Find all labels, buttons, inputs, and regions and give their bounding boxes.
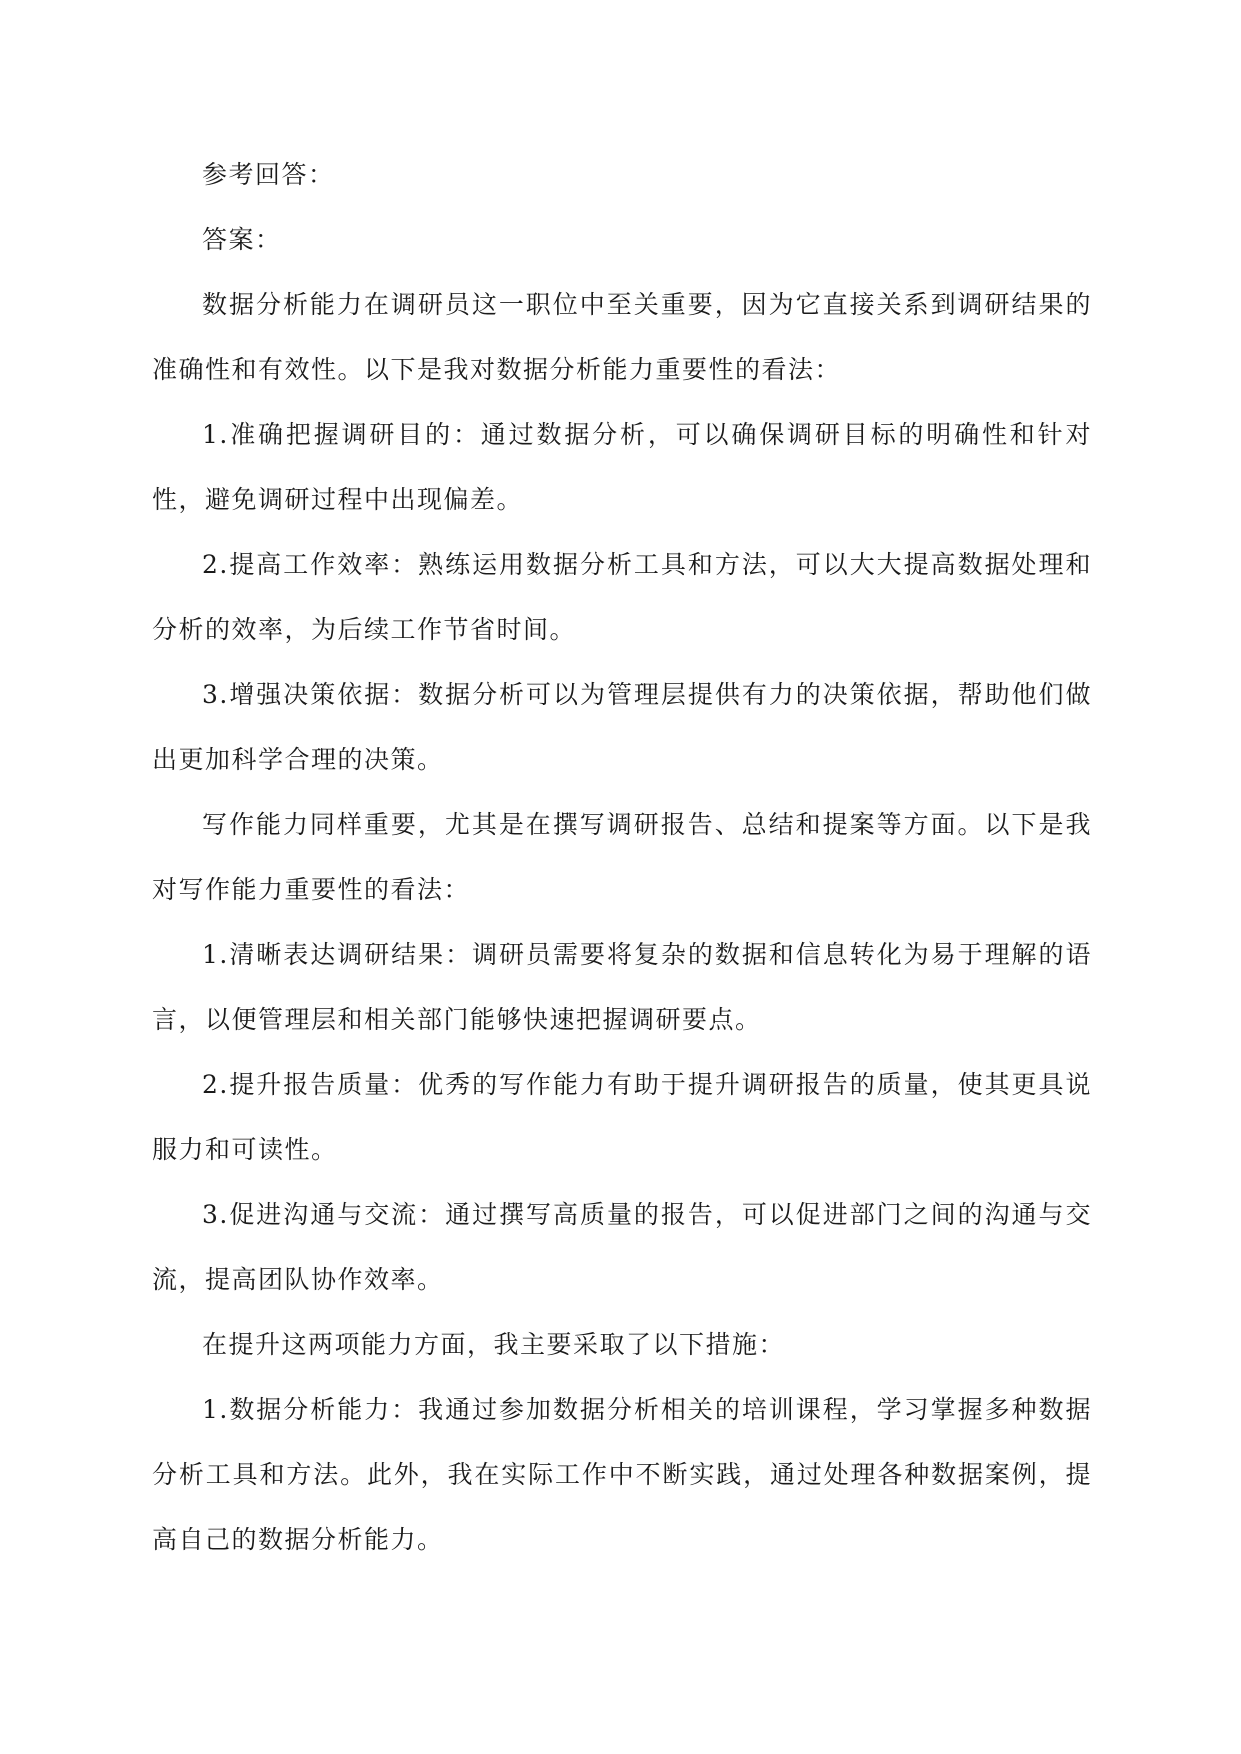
document-body — [152, 142, 1092, 1572]
answer-label: 答案： — [202, 225, 282, 254]
data-analysis-intro-paragraph: 数据分析能力在调研员这一职位中至关重要，因为它直接关系到调研结果的准确性和有效性。以下是我对数据分析能力重要性的看法： — [152, 290, 1092, 384]
writing-point-3: 3.促进沟通与交流：通过撰写高质量的报告，可以促进部门之间的沟通与交流，提高团队协作效率。 — [152, 1200, 1092, 1294]
data-analysis-point-2: 2.提高工作效率：熟练运用数据分析工具和方法，可以大大提高数据处理和分析的效率，为后续工作节省时间。 — [152, 550, 1092, 644]
reference-answer-label: 参考回答： — [202, 160, 335, 189]
writing-point-1: 1.清晰表达调研结果：调研员需要将复杂的数据和信息转化为易于理解的语言，以便管理层和相关部门能够快速把握调研要点。 — [152, 940, 1092, 1034]
writing-intro-paragraph: 写作能力同样重要，尤其是在撰写调研报告、总结和提案等方面。以下是我对写作能力重要性的看法： — [152, 810, 1092, 904]
improvement-intro-paragraph: 在提升这两项能力方面，我主要采取了以下措施： — [202, 1330, 786, 1359]
writing-point-2: 2.提升报告质量：优秀的写作能力有助于提升调研报告的质量，使其更具说服力和可读性。 — [152, 1070, 1092, 1164]
data-analysis-point-1: 1.准确把握调研目的：通过数据分析，可以确保调研目标的明确性和针对性，避免调研过程中出现偏差。 — [152, 420, 1092, 514]
improvement-point-1: 1.数据分析能力：我通过参加数据分析相关的培训课程，学习掌握多种数据分析工具和方法。此外，我在实际工作中不断实践，通过处理各种数据案例，提高自己的数据分析能力。 — [152, 1395, 1092, 1554]
data-analysis-point-3: 3.增强决策依据：数据分析可以为管理层提供有力的决策依据，帮助他们做出更加科学合理的决策。 — [152, 680, 1092, 774]
